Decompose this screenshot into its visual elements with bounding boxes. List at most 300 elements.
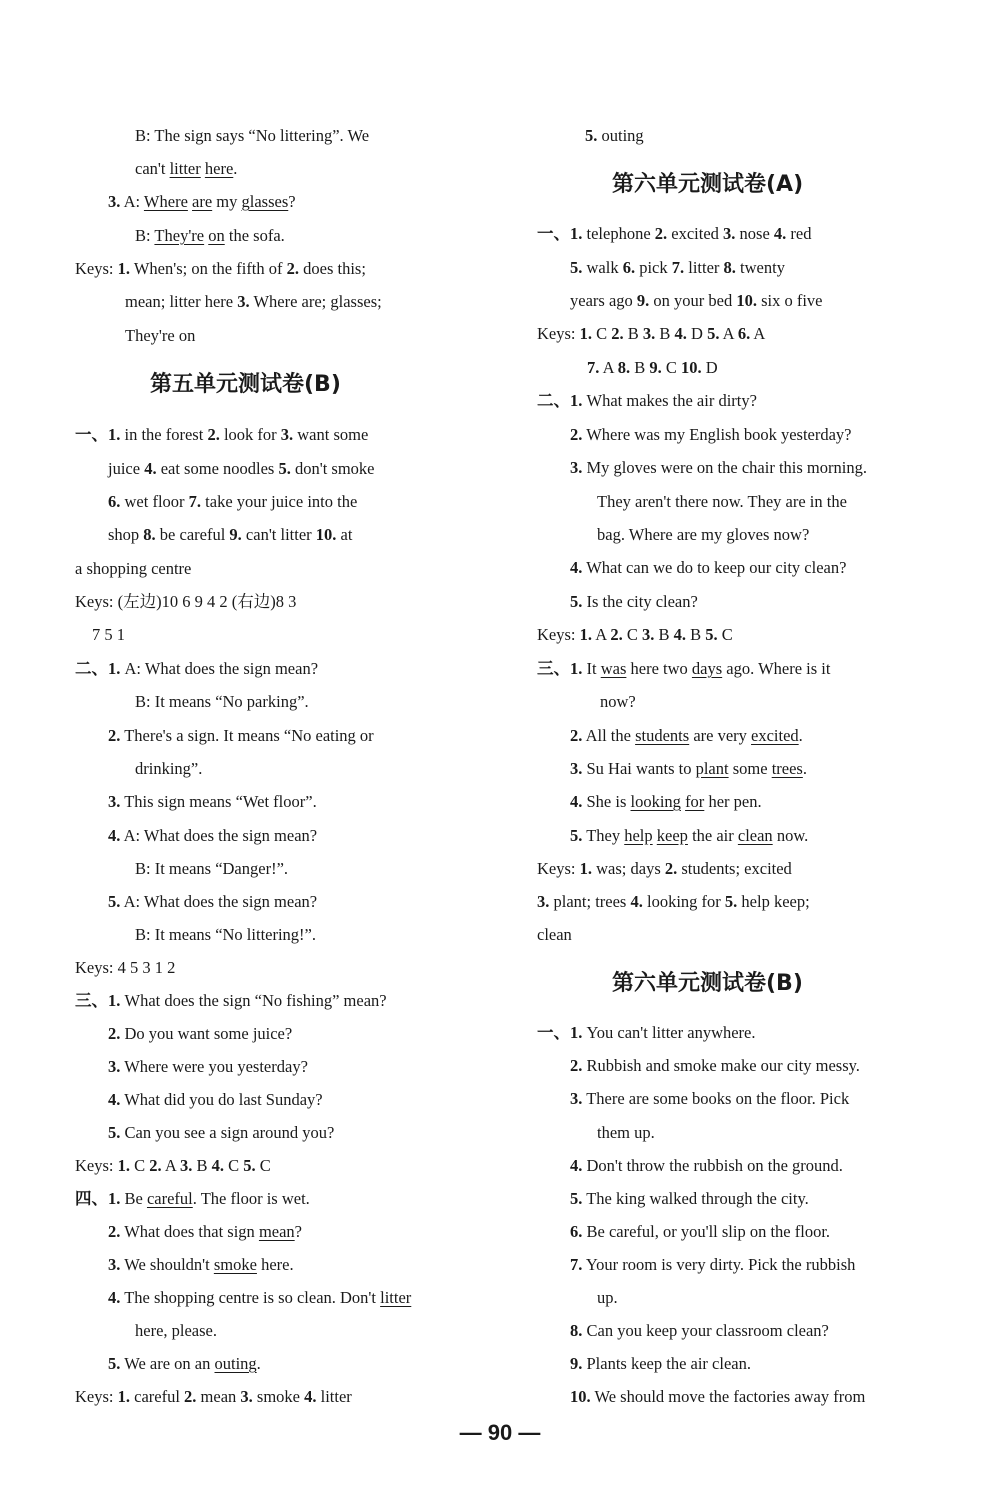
text-segment: They — [582, 826, 625, 845]
text-segment: ? — [294, 1222, 302, 1241]
text-segment: A: What does the sign mean? — [120, 659, 319, 678]
text-line — [585, 124, 644, 148]
text-segment: here two — [626, 659, 692, 678]
text-segment: 8. — [723, 258, 736, 277]
text-segment: 1. — [117, 1156, 130, 1175]
text-segment: 4. — [570, 1156, 583, 1175]
text-segment: Rubbish and smoke make our city messy. — [582, 1056, 860, 1075]
text-line — [570, 790, 762, 814]
text-segment: 3. — [280, 425, 294, 444]
text-line — [108, 1220, 302, 1244]
text-segment: 3. — [723, 224, 736, 243]
text-segment: up. — [597, 1288, 618, 1307]
text-segment: Keys: — [537, 324, 580, 343]
text-segment: 4. — [108, 1288, 121, 1307]
text-segment: 三、 — [75, 991, 108, 1010]
text-segment: nose — [735, 224, 774, 243]
underlined-word: litter — [169, 159, 201, 178]
text-segment: 4. — [108, 1090, 121, 1109]
text-segment: smoke — [252, 1387, 305, 1406]
text-segment: plant; trees — [549, 892, 631, 911]
text-segment: 2. — [570, 425, 583, 444]
underlined-word: looking — [630, 792, 681, 811]
underlined-word: glasses — [241, 192, 289, 211]
text-line — [108, 1286, 411, 1310]
text-segment: Keys: — [75, 1156, 118, 1175]
text-line — [597, 490, 847, 514]
text-segment: . The floor is wet. — [192, 1189, 310, 1208]
text-segment: 1. — [108, 425, 121, 444]
text-line — [75, 1385, 352, 1409]
text-segment: 2. — [108, 1222, 121, 1241]
text-segment: 3. — [108, 1255, 121, 1274]
text-line — [570, 1319, 829, 1343]
text-segment: her pen. — [704, 792, 762, 811]
text-line — [570, 724, 803, 748]
text-segment: They're on — [125, 326, 196, 345]
text-segment: What can we do to keep our city clean? — [582, 558, 847, 577]
text-line — [125, 290, 382, 314]
text-segment: at — [336, 525, 353, 544]
text-segment: 10. — [736, 291, 757, 310]
text-segment: 2. — [108, 726, 121, 745]
text-segment: mean; litter here — [125, 292, 238, 311]
text-segment: . — [233, 159, 238, 178]
text-segment: Keys: 4 5 3 1 2 — [75, 958, 176, 977]
text-segment: 4. — [674, 324, 687, 343]
text-segment: 四、 — [75, 1189, 108, 1208]
text-line — [108, 1253, 294, 1277]
text-segment: 1. — [108, 1189, 121, 1208]
text-segment: What does that sign — [120, 1222, 259, 1241]
text-segment: C — [661, 358, 682, 377]
heading-unit6-b: 第六单元测试卷(B) — [612, 971, 803, 996]
text-segment: The shopping centre is so clean. Don't — [120, 1288, 381, 1307]
text-segment: D — [686, 324, 708, 343]
text-segment: C — [255, 1156, 271, 1175]
text-segment: C — [130, 1156, 150, 1175]
text-segment: 5. — [243, 1156, 256, 1175]
text-segment: 2. — [207, 425, 220, 444]
text-segment: 1. — [108, 991, 121, 1010]
underlined-word: mean — [258, 1222, 295, 1241]
text-segment: 10. — [315, 525, 337, 544]
text-segment: 4. — [144, 459, 157, 478]
underlined-word: litter — [380, 1288, 412, 1307]
text-segment: 1. — [579, 324, 592, 343]
text-segment: Your room is very dirty. Pick the rubbish — [582, 1255, 856, 1274]
text-segment: 2. — [664, 859, 678, 878]
text-segment: ? — [288, 192, 296, 211]
text-segment: 2. — [654, 224, 668, 243]
text-segment: 2. — [286, 259, 300, 278]
text-line — [570, 1054, 860, 1078]
text-segment: This sign means “Wet floor”. — [120, 792, 317, 811]
text-line — [92, 623, 125, 647]
text-line — [108, 1055, 308, 1079]
text-segment: 10. — [681, 358, 702, 377]
text-line — [570, 1352, 751, 1376]
text-segment: . — [798, 726, 803, 745]
text-segment: 3. — [642, 625, 655, 644]
text-segment: 2. — [149, 1156, 162, 1175]
text-line — [135, 923, 316, 947]
text-segment: 4. — [673, 625, 687, 644]
text-segment: There's a sign. It means “No eating or — [120, 726, 374, 745]
text-segment: Keys: — [75, 259, 118, 278]
text-line — [570, 289, 823, 313]
text-segment: 5. — [108, 892, 121, 911]
text-line — [108, 490, 357, 514]
text-line — [75, 423, 368, 447]
text-line — [570, 757, 807, 781]
text-segment: C — [717, 625, 733, 644]
text-segment: six o five — [756, 291, 823, 310]
text-line — [570, 256, 785, 280]
text-segment: 5. — [724, 892, 738, 911]
text-segment: 1. — [108, 659, 121, 678]
text-segment: B — [623, 324, 643, 343]
text-line — [597, 1121, 655, 1145]
text-segment: 4. — [630, 892, 643, 911]
text-segment: 2. — [611, 324, 624, 343]
text-segment: Is the city clean? — [582, 592, 698, 611]
underlined-word: Where — [143, 192, 188, 211]
underlined-word: They're — [154, 226, 205, 245]
text-segment: She is — [582, 792, 631, 811]
text-segment: 3. — [537, 892, 550, 911]
underlined-word: help — [624, 826, 653, 845]
text-segment: Be careful, or you'll slip on the floor. — [582, 1222, 831, 1241]
text-segment: 2. — [184, 1387, 197, 1406]
text-line — [108, 890, 317, 914]
text-line — [537, 857, 792, 881]
text-line — [537, 890, 810, 914]
text-segment: Don't throw the rubbish on the ground. — [582, 1156, 843, 1175]
text-segment: here. — [256, 1255, 294, 1274]
text-segment: pick — [635, 258, 672, 277]
text-segment: C — [622, 625, 642, 644]
underlined-word: smoke — [213, 1255, 257, 1274]
text-segment: 7 5 1 — [92, 625, 125, 644]
text-segment: Be — [120, 1189, 147, 1208]
text-segment: excited — [667, 224, 724, 243]
text-segment: B — [654, 625, 674, 644]
text-line — [75, 657, 318, 681]
text-segment: . — [802, 759, 807, 778]
text-line — [537, 657, 830, 681]
text-segment: looking for — [642, 892, 725, 911]
text-segment: 4. — [211, 1156, 225, 1175]
text-segment: A — [719, 324, 738, 343]
text-segment: It — [582, 659, 601, 678]
text-segment: A — [599, 358, 618, 377]
text-segment: 一、 — [75, 425, 108, 444]
text-line — [75, 557, 191, 581]
text-line — [587, 356, 718, 380]
text-line — [108, 724, 374, 748]
text-segment: 3. — [108, 792, 121, 811]
text-line — [108, 824, 317, 848]
text-segment: 5. — [108, 1354, 121, 1373]
text-segment: 3. — [108, 1057, 121, 1076]
text-segment: 5. — [570, 258, 583, 277]
text-segment: 3. — [108, 192, 121, 211]
text-segment: mean — [196, 1387, 241, 1406]
text-segment: was; days — [592, 859, 665, 878]
underlined-word: excited — [751, 726, 799, 745]
text-line — [570, 824, 808, 848]
text-line — [597, 523, 809, 547]
text-segment: 8. — [570, 1321, 583, 1340]
text-line — [108, 457, 374, 481]
text-line — [537, 623, 733, 647]
text-segment: on your bed — [649, 291, 737, 310]
text-segment: litter — [684, 258, 724, 277]
text-segment: wet floor — [120, 492, 189, 511]
text-segment: B: It means “No littering!”. — [135, 925, 316, 944]
text-segment: the air — [687, 826, 738, 845]
text-segment: eat some noodles — [156, 459, 279, 478]
text-segment: does this; — [299, 259, 366, 278]
text-line — [135, 157, 237, 181]
text-segment: 1. — [570, 391, 583, 410]
text-line — [108, 1352, 261, 1376]
text-segment: 1. — [570, 1023, 583, 1042]
text-segment: 2. — [610, 625, 623, 644]
text-segment: 3. — [570, 458, 583, 477]
underlined-word: students — [635, 726, 690, 745]
text-segment: The king walked through the city. — [582, 1189, 809, 1208]
text-line — [108, 523, 352, 547]
text-segment: here, please. — [135, 1321, 217, 1340]
text-segment: You can't litter anywhere. — [582, 1023, 756, 1042]
text-segment: can't litter — [241, 525, 316, 544]
text-segment: B: — [135, 226, 155, 245]
text-segment: 2. — [108, 1024, 121, 1043]
text-line — [75, 1154, 271, 1178]
text-segment: 3. — [570, 1089, 583, 1108]
underlined-word: keep — [656, 826, 688, 845]
text-segment: B: It means “No parking”. — [135, 692, 309, 711]
text-segment: clean — [537, 925, 572, 944]
text-segment: 9. — [649, 358, 662, 377]
text-segment: A: What does the sign mean? — [120, 892, 318, 911]
text-segment: are very — [689, 726, 752, 745]
text-segment: 7. — [570, 1255, 583, 1274]
text-segment: 5. — [570, 826, 583, 845]
text-segment: 3. — [570, 759, 583, 778]
text-segment: 3. — [180, 1156, 193, 1175]
text-line — [108, 190, 296, 214]
text-segment: ago. Where is it — [722, 659, 831, 678]
text-segment: 5. — [570, 1189, 583, 1208]
text-line — [75, 590, 296, 614]
underlined-word: on — [208, 226, 225, 245]
text-segment: A: What does the sign mean? — [120, 826, 318, 845]
text-segment: careful — [130, 1387, 185, 1406]
text-segment: There are some books on the floor. Pick — [582, 1089, 850, 1108]
text-segment: 1. — [117, 1387, 130, 1406]
underlined-word: here — [204, 159, 234, 178]
text-line — [570, 1087, 849, 1111]
text-line — [537, 222, 811, 246]
underlined-word: trees — [771, 759, 803, 778]
text-segment: bag. Where are my gloves now? — [597, 525, 810, 544]
text-segment: 6. — [108, 492, 121, 511]
text-line — [570, 423, 852, 447]
text-segment: A: — [120, 192, 144, 211]
text-segment: 6. — [622, 258, 636, 277]
text-segment: a shopping centre — [75, 559, 192, 578]
text-segment: 1. — [570, 224, 583, 243]
text-line — [135, 857, 288, 881]
text-segment: 5. — [585, 126, 598, 145]
page-number: — 90 — — [459, 1420, 541, 1445]
text-segment: Can you see a sign around you? — [120, 1123, 335, 1142]
text-segment: We shouldn't — [120, 1255, 214, 1274]
text-segment: want some — [293, 425, 369, 444]
text-segment: Where are; glasses; — [249, 292, 382, 311]
text-segment: B — [686, 625, 706, 644]
text-line — [75, 989, 387, 1013]
underlined-word: for — [685, 792, 705, 811]
text-segment: 4. — [108, 826, 121, 845]
text-segment: the sofa. — [224, 226, 285, 245]
text-segment: 1. — [579, 859, 592, 878]
text-segment: some — [728, 759, 772, 778]
text-segment: 1. — [117, 259, 130, 278]
text-segment: 一、 — [537, 1023, 570, 1042]
text-segment: 5. — [707, 324, 720, 343]
text-segment: What does the sign “No fishing” mean? — [120, 991, 387, 1010]
text-segment: All the — [582, 726, 636, 745]
text-segment: We should move the factories away from — [590, 1387, 866, 1406]
text-line — [135, 124, 369, 148]
heading-unit5-b: 第五单元测试卷(B) — [150, 372, 341, 397]
underlined-word: was — [600, 659, 627, 678]
text-segment: 1. — [570, 659, 583, 678]
text-segment: students; excited — [677, 859, 792, 878]
underlined-word: days — [691, 659, 723, 678]
text-segment: What did you do last Sunday? — [120, 1090, 323, 1109]
text-segment: red — [786, 224, 812, 243]
text-line — [75, 956, 175, 980]
text-line — [570, 1187, 809, 1211]
text-segment: litter — [316, 1387, 352, 1406]
text-line — [108, 1022, 292, 1046]
text-segment: Do you want some juice? — [120, 1024, 293, 1043]
text-segment: B — [655, 324, 675, 343]
underlined-word: careful — [146, 1189, 193, 1208]
text-segment: Can you keep your classroom clean? — [582, 1321, 829, 1340]
text-line — [600, 690, 636, 714]
text-segment: take your juice into the — [201, 492, 358, 511]
text-segment: 10. — [570, 1387, 591, 1406]
text-segment: shop — [108, 525, 144, 544]
text-segment: 3. — [237, 292, 250, 311]
text-segment: Where was my English book yesterday? — [582, 425, 852, 444]
text-segment: 5. — [108, 1123, 121, 1142]
text-segment: B — [630, 358, 650, 377]
text-segment: drinking”. — [135, 759, 203, 778]
text-segment: 9. — [229, 525, 242, 544]
heading-unit6-a: 第六单元测试卷(A) — [612, 172, 804, 197]
text-line — [570, 590, 698, 614]
text-segment: 7. — [587, 358, 600, 377]
text-segment: my — [212, 192, 242, 211]
text-segment: 二、 — [75, 659, 108, 678]
text-segment: B — [192, 1156, 212, 1175]
text-segment: 7. — [188, 492, 202, 511]
text-line — [570, 456, 867, 480]
text-segment: 9. — [636, 291, 650, 310]
text-segment: They aren't there now. They are in the — [597, 492, 847, 511]
text-line — [135, 1319, 217, 1343]
text-segment: C — [224, 1156, 244, 1175]
text-segment: 5. — [570, 592, 583, 611]
text-segment: C — [592, 324, 612, 343]
text-segment: in the forest — [120, 425, 208, 444]
text-line — [125, 324, 195, 348]
text-segment: Where were you yesterday? — [120, 1057, 308, 1076]
text-segment: Su Hai wants to — [582, 759, 696, 778]
text-line — [108, 790, 317, 814]
text-segment: 4. — [304, 1387, 317, 1406]
text-segment: them up. — [597, 1123, 655, 1142]
text-segment: Keys: (左边)10 6 9 4 2 (右边)8 3 — [75, 592, 297, 611]
underlined-word: plant — [695, 759, 729, 778]
text-segment: 4. — [570, 792, 583, 811]
text-segment: years ago — [570, 291, 637, 310]
text-segment: A — [750, 324, 766, 343]
text-line — [570, 1385, 865, 1409]
text-segment: 8. — [143, 525, 156, 544]
text-segment: 一、 — [537, 224, 570, 243]
text-segment: don't smoke — [290, 459, 375, 478]
text-segment: We are on an — [120, 1354, 215, 1373]
text-segment: When's; on the fifth of — [130, 259, 287, 278]
text-segment: 3. — [240, 1387, 253, 1406]
text-segment: telephone — [582, 224, 655, 243]
text-line — [135, 224, 285, 248]
text-segment: A — [161, 1156, 180, 1175]
text-segment: 5. — [278, 459, 291, 478]
text-segment: now? — [600, 692, 636, 711]
text-segment: Keys: — [537, 859, 580, 878]
text-segment: My gloves were on the chair this morning. — [582, 458, 867, 477]
text-line — [597, 1286, 618, 1310]
text-line — [108, 1088, 323, 1112]
text-segment: look for — [219, 425, 281, 444]
text-segment: A — [592, 625, 611, 644]
text-segment: What makes the air dirty? — [582, 391, 757, 410]
text-segment: can't — [135, 159, 170, 178]
text-line — [537, 322, 765, 346]
text-segment: 4. — [570, 558, 583, 577]
text-segment: be careful — [155, 525, 230, 544]
text-line — [537, 1021, 756, 1045]
text-line — [570, 1253, 855, 1277]
text-segment: . — [256, 1354, 261, 1373]
text-line — [537, 389, 757, 413]
text-line — [75, 257, 366, 281]
text-line — [135, 757, 202, 781]
text-line — [135, 690, 309, 714]
text-segment: walk — [582, 258, 623, 277]
text-line — [570, 1154, 843, 1178]
text-segment: B: It means “Danger!”. — [135, 859, 289, 878]
